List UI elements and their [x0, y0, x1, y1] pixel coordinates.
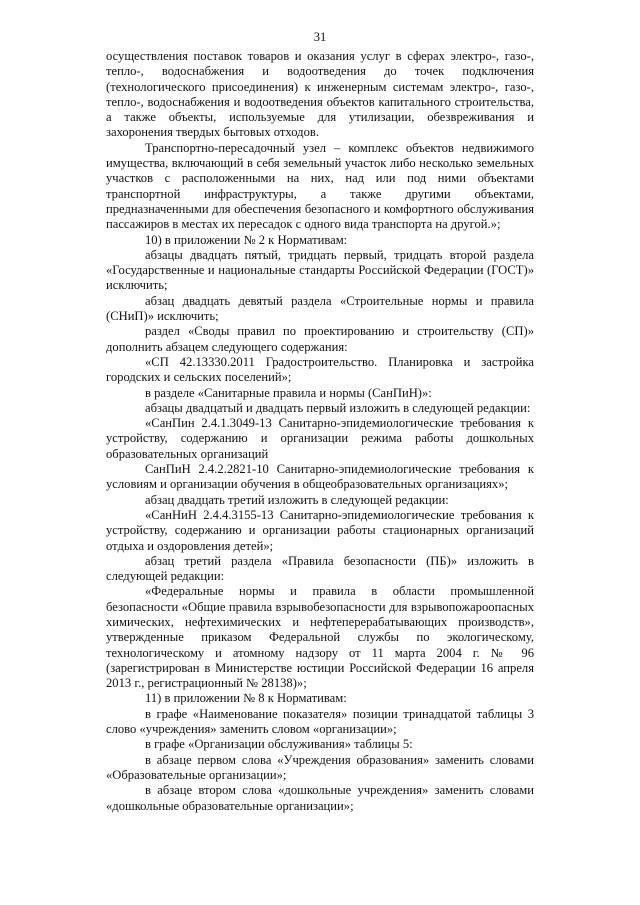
paragraph: 11) в приложении № 8 к Нормативам:: [145, 691, 347, 706]
paragraph: раздел «Своды правил по проектированию и строительству (СП)» дополнить абзацем следующего содержания:: [106, 324, 534, 354]
paragraph: абзац двадцать девятый раздела «Строительные нормы и правила (СНиП)» исключить;: [106, 293, 534, 324]
paragraph: Транспортно-пересадочный узел – комплекс объектов недвижимого имущества, включающий в себя земельный участок либо несколько земельных участков с расположенными на них, над или под ними объектами транспортной инфраструктуры, а также другими объектами, предназначенными для обеспечения безопасного и комфортного обслуживания пассажиров в местах их пересадок с одного вида транспорта на другой.»;: [106, 140, 534, 232]
paragraph: 10) в приложении № 2 к Нормативам:: [145, 232, 348, 247]
paragraph: осуществления поставок товаров и оказания услуг в сферах электро-, газо-, тепло-, водоснабжения и водоотведения до точек подключения (технологического присоединения) к инженерным системам электро-, газо-, тепло-, водоснабжения и водоотведения объектов капитального строительства, а также объекты, используемые для утилизации, обезвреживания и захоронения твердых бытовых отходов.: [106, 49, 534, 140]
paragraph: абзац двадцать третий изложить в следующей редакции:: [145, 492, 449, 507]
page-number: 31: [313, 30, 327, 44]
paragraph: в абзаце втором слова «дошкольные учреждения» заменить словами «дошкольные образовательные организации»;: [106, 783, 534, 813]
paragraph: СанПиН 2.4.2.2821-10 Санитарно-эпидемиологические требования к условиям и организации обучения в общеобразовательных организациях»;: [106, 462, 534, 492]
paragraph: абзац третий раздела «Правила безопасности (ПБ)» изложить в следующей редакции:: [106, 553, 534, 584]
paragraph: в абзаце первом слова «Учреждения образования» заменить словами «Образовательные организации»;: [106, 752, 534, 782]
document-body: [106, 49, 534, 814]
paragraph: абзацы двадцатый и двадцать первый изложить в следующей редакции:: [145, 400, 531, 415]
paragraph: «СанНиН 2.4.4.3155-13 Санитарно-эпидемиологические требования к устройству, содержанию и организации работы стационарных организаций отдыха и оздоровления детей»;: [106, 507, 534, 553]
paragraph: в графе «Наименование показателя» позиции тринадцатой таблицы 3 слово «учреждения» заменить словом «организации»;: [106, 706, 534, 737]
paragraph: «Федеральные нормы и правила в области промышленной безопасности «Общие правила взрывобезопасности для взрывопожароопасных химических, нефтехимических и нефтеперерабатывающих производств», утвержденные приказом Федеральной службы по экологическому, технологическому и атомному надзору от 11 марта 2004 г. № 96 (зарегистрирован в Министерстве юстиции Российской Федерации 16 апреля 2013 г., регистрационный № 28138)»;: [106, 584, 534, 691]
paragraph: абзацы двадцать пятый, тридцать первый, тридцать второй раздела «Государственные и национальные стандарты Российской Федерации (ГОСТ)» исключить;: [106, 247, 534, 293]
paragraph: в разделе «Санитарные правила и нормы (СанПиН)»:: [145, 385, 432, 400]
paragraph: в графе «Организации обслуживания» таблицы 5:: [145, 737, 413, 752]
paragraph: «СП 42.13330.2011 Градостроительство. Планировка и застройка городских и сельских поселений»;: [106, 354, 534, 385]
paragraph: «СанПин 2.4.1.3049-13 Санитарно-эпидемиологические требования к устройству, содержанию и организации режима работы дошкольных образовательных организаций: [106, 416, 534, 461]
